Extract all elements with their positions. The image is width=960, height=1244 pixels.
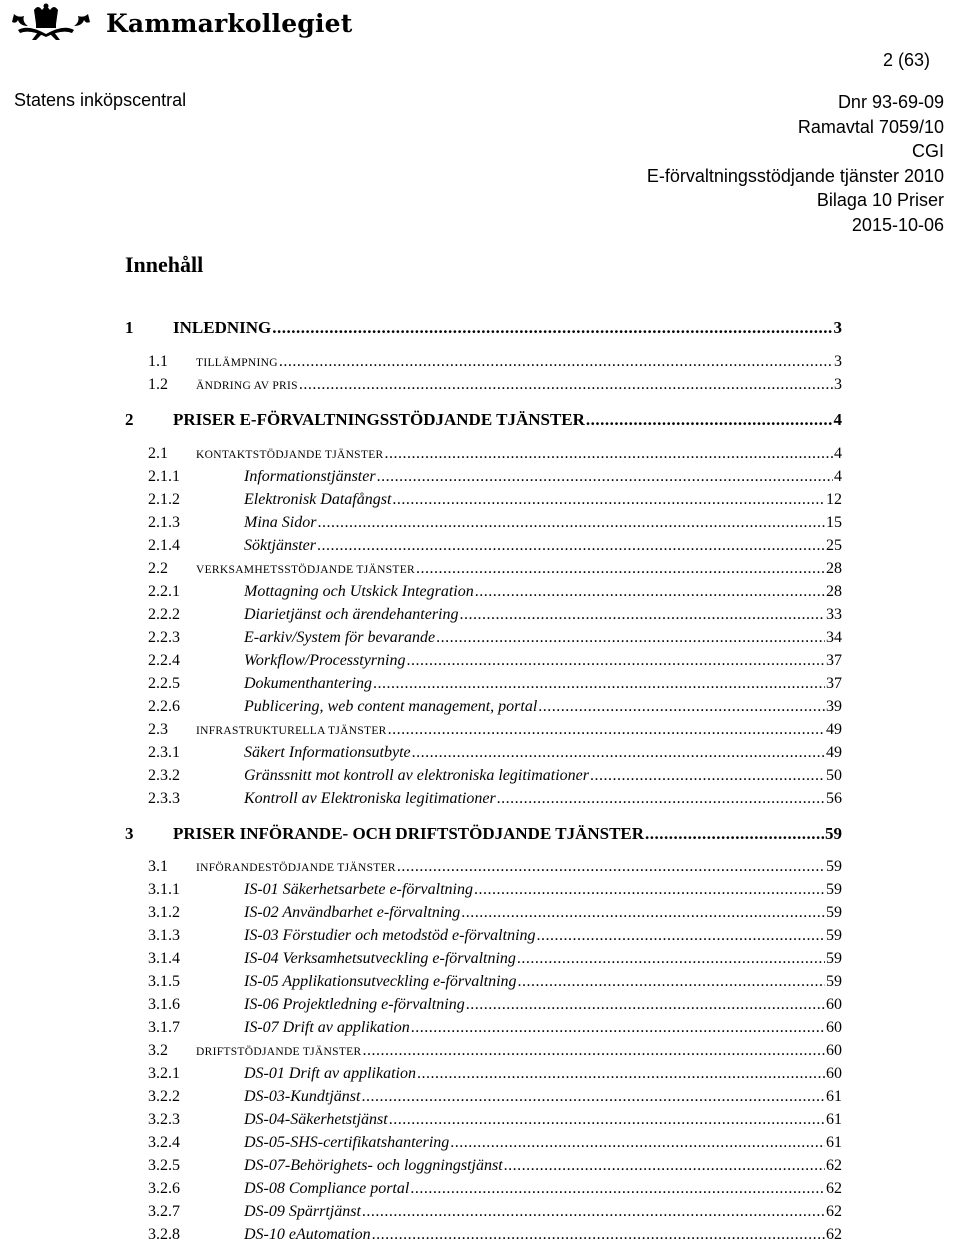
toc-entry[interactable]: 2.3.3 Kontroll av Elektroniska legitimationer ..... 56 bbox=[148, 790, 842, 808]
toc-entry[interactable]: 2.1.3 Mina Sidor ..... 15 bbox=[148, 514, 842, 532]
meta-supplier: CGI bbox=[911, 141, 944, 161]
toc-entry[interactable]: 2.1.4 Söktjänster ..... 25 bbox=[148, 537, 842, 555]
toc-title: Innehåll bbox=[125, 252, 204, 277]
page-number: 2 (63) bbox=[882, 50, 930, 70]
toc-entry[interactable]: 3.2.2 DS-03-Kundtjänst ..... 61 bbox=[148, 1088, 842, 1106]
toc-entry[interactable]: 2.2.4 Workflow/Processtyrning ..... 37 bbox=[148, 652, 842, 670]
toc-entry[interactable]: 3.2 DRIFTSTÖDJANDE TJÄNSTER ..... 60 bbox=[148, 1042, 842, 1060]
toc-entry[interactable]: 3.1.6 IS-06 Projektledning e-förvaltning ..... 60 bbox=[148, 996, 842, 1014]
toc-entry[interactable]: 1.1 TILLÄMPNING ..... 3 bbox=[148, 353, 842, 371]
toc-entry[interactable]: 3.2.3 DS-04-Säkerhetstjänst ..... 61 bbox=[148, 1111, 842, 1129]
toc-entry[interactable]: 2.3.1 Säkert Informationsutbyte ..... 49 bbox=[148, 744, 842, 762]
logo-name: Kammarkollegiet bbox=[106, 8, 353, 38]
toc-entry[interactable]: 3.2.1 DS-01 Drift av applikation ..... 60 bbox=[148, 1065, 842, 1083]
toc-entry[interactable]: 1.2 ÄNDRING AV PRIS ..... 3 bbox=[148, 376, 842, 394]
organization-name: Statens inköpscentral bbox=[14, 90, 187, 110]
toc-entry[interactable]: 3.1.7 IS-07 Drift av applikation ..... 60 bbox=[148, 1019, 842, 1037]
toc-entry[interactable]: 3.1.2 IS-02 Användbarhet e-förvaltning ..... 59 bbox=[148, 904, 842, 922]
meta-service: E-förvaltningsstödjande tjänster 2010 bbox=[646, 165, 944, 186]
toc-entry[interactable]: 3 PRISER INFÖRANDE- OCH DRIFTSTÖDJANDE TJÄNSTER ..... 59 bbox=[125, 824, 842, 844]
toc-entry[interactable]: 2.3 INFRASTRUKTURELLA TJÄNSTER ..... 49 bbox=[148, 721, 842, 739]
toc-entry[interactable]: 3.1 INFÖRANDESTÖDJANDE TJÄNSTER ..... 59 bbox=[148, 858, 842, 876]
toc-entry[interactable]: 2.2.1 Mottagning och Utskick Integration ..... 28 bbox=[148, 583, 842, 601]
toc-entry[interactable]: 3.2.6 DS-08 Compliance portal ..... 62 bbox=[148, 1180, 842, 1198]
toc-entry[interactable]: 2.1.1 Informationstjänster ..... 4 bbox=[148, 468, 842, 486]
toc-entry[interactable]: 2.1 KONTAKTSTÖDJANDE TJÄNSTER ..... 4 bbox=[148, 445, 842, 463]
toc-entry[interactable]: 3.1.1 IS-01 Säkerhetsarbete e-förvaltning ..... 59 bbox=[148, 881, 842, 899]
toc-entry[interactable]: 3.2.7 DS-09 Spärrtjänst ..... 62 bbox=[148, 1203, 842, 1221]
toc-entry[interactable]: 1 INLEDNING ..... 3 bbox=[125, 318, 842, 338]
toc-entry[interactable]: 3.2.8 DS-10 eAutomation ..... 62 bbox=[148, 1226, 842, 1244]
document-meta bbox=[647, 90, 944, 237]
toc-entry[interactable]: 3.2.5 DS-07-Behörighets- och loggningstjänst ..... 62 bbox=[148, 1157, 842, 1175]
toc-entry[interactable]: 2 PRISER E-FÖRVALTNINGSSTÖDJANDE TJÄNSTER ..... 4 bbox=[125, 410, 842, 430]
toc-entry[interactable]: 2.2.6 Publicering, web content management, portal ..... 39 bbox=[148, 698, 842, 716]
toc-entry[interactable]: 3.2.4 DS-05-SHS-certifikatshantering ..... 61 bbox=[148, 1134, 842, 1152]
meta-attachment: Bilaga 10 Priser bbox=[816, 190, 944, 210]
meta-date: 2015-10-06 bbox=[851, 214, 944, 235]
meta-agreement: Ramavtal 7059/10 bbox=[797, 116, 944, 137]
toc-entry[interactable]: 2.3.2 Gränssnitt mot kontroll av elektroniska legitimationer ..... 50 bbox=[148, 767, 842, 785]
toc-entry[interactable]: 3.1.3 IS-03 Förstudier och metodstöd e-förvaltning ..... 59 bbox=[148, 927, 842, 945]
crown-icon bbox=[4, 2, 102, 44]
meta-dnr: Dnr 93-69-09 bbox=[837, 92, 944, 112]
toc-entry[interactable]: 2.2.3 E-arkiv/System för bevarande ..... 34 bbox=[148, 629, 842, 647]
logo bbox=[4, 2, 353, 44]
toc-entry[interactable]: 2.1.2 Elektronisk Datafångst ..... 12 bbox=[148, 491, 842, 509]
toc-entry[interactable]: 3.1.4 IS-04 Verksamhetsutveckling e-förvaltning ..... 59 bbox=[148, 950, 842, 968]
toc-entry[interactable]: 2.2 VERKSAMHETSSTÖDJANDE TJÄNSTER ..... 28 bbox=[148, 560, 842, 578]
toc-entry[interactable]: 3.1.5 IS-05 Applikationsutveckling e-förvaltning ..... 59 bbox=[148, 973, 842, 991]
toc-entry[interactable]: 2.2.5 Dokumenthantering ..... 37 bbox=[148, 675, 842, 693]
toc-entry[interactable]: 2.2.2 Diarietjänst och ärendehantering ..... 33 bbox=[148, 606, 842, 624]
